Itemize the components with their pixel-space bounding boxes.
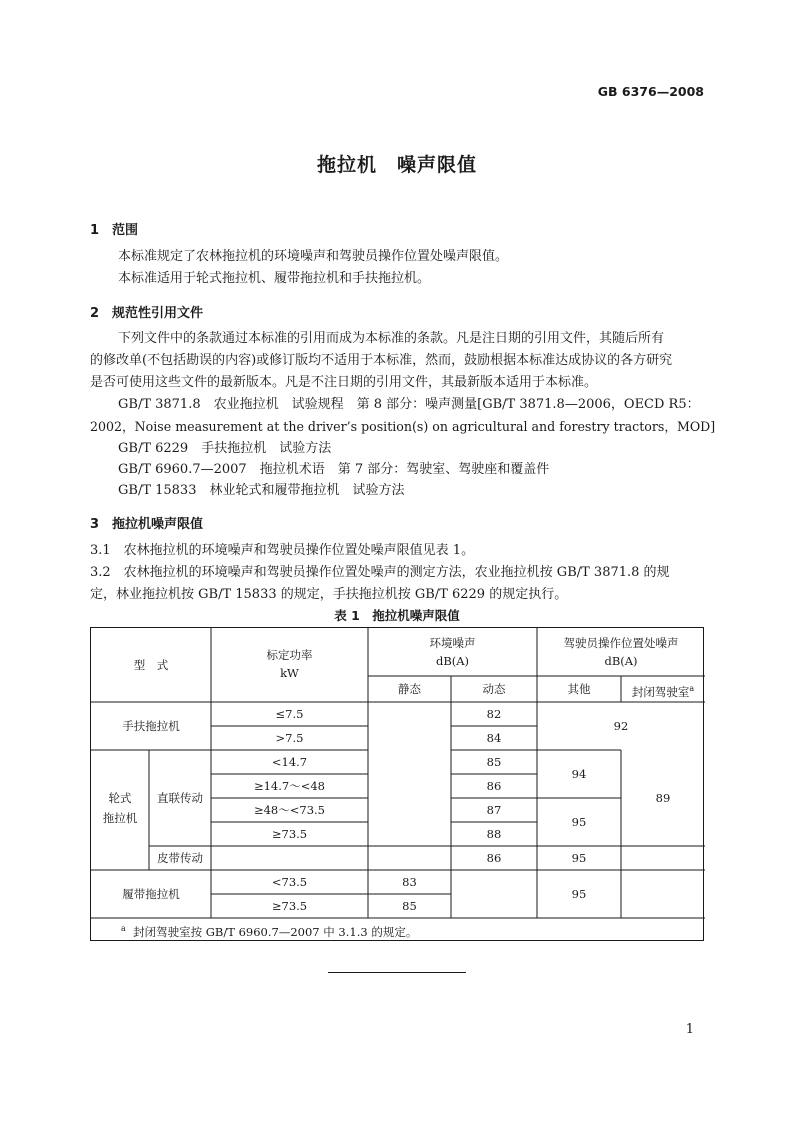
header-dynamic: 动态: [482, 682, 506, 696]
reference-item: GB/T 15833 林业轮式和履带拖拉机 试验方法: [118, 483, 405, 498]
end-rule: [328, 972, 466, 973]
power-cell: <73.5: [271, 875, 308, 889]
page-number: 1: [685, 1022, 694, 1037]
header-closed-cab-mark: a: [689, 684, 695, 693]
document-title: 拖拉机 噪声限值: [316, 154, 477, 176]
header-environment-unit: dB(A): [435, 654, 470, 668]
dynamic-noise-cell: 86: [486, 851, 502, 865]
section-3-heading: 3 拖拉机噪声限值: [90, 517, 204, 532]
section-1-heading: 1 范围: [90, 223, 139, 238]
reference-item: GB/T 6229 手扶拖拉机 试验方法: [118, 441, 332, 456]
power-cell: <14.7: [271, 755, 308, 769]
header-rated-power: 标定功率: [266, 648, 313, 662]
section-2-heading: 2 规范性引用文件: [90, 306, 204, 321]
driver-noise-cell: 95: [571, 851, 587, 865]
header-environment-noise: 环境噪声: [429, 636, 476, 650]
dynamic-noise-cell: 84: [486, 731, 502, 745]
row-group-crawler-tractor: 履带拖拉机: [122, 887, 180, 901]
power-cell: >7.5: [275, 731, 304, 745]
section-1-para-1: 本标准规定了农林拖拉机的环境噪声和驾驶员操作位置处噪声限值。: [118, 249, 509, 264]
power-cell: ≤7.5: [275, 707, 304, 721]
power-cell: ≥48～<73.5: [253, 803, 325, 817]
dynamic-noise-cell: 86: [486, 779, 502, 793]
header-other: 其他: [567, 682, 591, 696]
noise-limit-table: [90, 627, 704, 941]
standard-number: GB 6376—2008: [597, 84, 704, 99]
table-caption: 表 1 拖拉机噪声限值: [334, 608, 460, 623]
power-cell: ≥73.5: [271, 899, 308, 913]
header-closed-cab-label: 封闭驾驶室: [631, 684, 690, 699]
power-cell: ≥73.5: [271, 827, 308, 841]
driver-noise-cell: 94: [571, 767, 587, 781]
header-power-unit: kW: [280, 666, 299, 680]
header-driver-noise: 驾驶员操作位置处噪声: [563, 636, 679, 650]
clause-3-2-line-2: 定，林业拖拉机按 GB/T 15833 的规定，手扶拖拉机按 GB/T 6229 的规定执行。: [90, 587, 568, 602]
header-type: 型 式: [133, 658, 169, 672]
driver-noise-cell: 95: [571, 887, 587, 901]
header-closed-cab: [621, 680, 705, 701]
clause-3-1: 3.1 农林拖拉机的环境噪声和驾驶员操作位置处噪声限值见表 1。: [90, 543, 475, 558]
header-driver-unit: dB(A): [604, 654, 638, 668]
reference-item-continued: 2002，Noise measurement at the driver’s position(s) on agricultural and forestry tractors，MOD]: [90, 419, 716, 434]
footnote-mark: a: [121, 924, 126, 933]
static-noise-cell: 85: [402, 899, 417, 913]
static-noise-cell: 83: [402, 875, 417, 889]
clause-3-2-line-1: 3.2 农林拖拉机的环境噪声和驾驶员操作位置处噪声的测定方法，农业拖拉机按 GB/T 3871.8 的规: [90, 565, 670, 580]
driver-noise-cell: 92: [613, 719, 629, 733]
section-2-intro-line-2: 的修改单(不包括勘误的内容)或修订版均不适用于本标准，然而，鼓励根据本标准达成协议的各方研究: [90, 353, 673, 368]
section-2-intro-line-3: 是否可使用这些文件的最新版本。凡是不注日期的引用文件，其最新版本适用于本标准。: [90, 375, 598, 390]
table-footnote: [121, 920, 417, 941]
driver-noise-cell: 95: [571, 815, 587, 829]
row-group-wheel-tractor-line-2: 拖拉机: [102, 811, 138, 825]
dynamic-noise-cell: 82: [486, 707, 502, 721]
dynamic-noise-cell: 88: [486, 827, 502, 841]
reference-item: GB/T 6960.7—2007 拖拉机术语 第 7 部分：驾驶室、驾驶座和覆盖件: [118, 462, 550, 477]
closed-cab-noise-cell: 89: [655, 791, 671, 805]
header-static: 静态: [398, 682, 421, 696]
row-subgroup-direct-drive: 直联传动: [157, 791, 203, 805]
row-group-wheel-tractor-line-1: 轮式: [108, 791, 132, 805]
footnote-text: 封闭驾驶室按 GB/T 6960.7—2007 中 3.1.3 的规定。: [133, 924, 418, 939]
row-group-walking-tractor: 手扶拖拉机: [122, 719, 180, 733]
power-cell: ≥14.7～<48: [253, 779, 325, 793]
section-2-intro-line-1: 下列文件中的条款通过本标准的引用而成为本标准的条款。凡是注日期的引用文件，其随后所有: [118, 331, 665, 346]
dynamic-noise-cell: 87: [486, 803, 502, 817]
reference-item: GB/T 3871.8 农业拖拉机 试验规程 第 8 部分：噪声测量[GB/T 3871.8—2006，OECD R5：: [118, 397, 700, 412]
row-subgroup-belt-drive: 皮带传动: [157, 851, 203, 865]
section-1-para-2: 本标准适用于轮式拖拉机、履带拖拉机和手扶拖拉机。: [118, 271, 431, 286]
dynamic-noise-cell: 85: [486, 755, 502, 769]
